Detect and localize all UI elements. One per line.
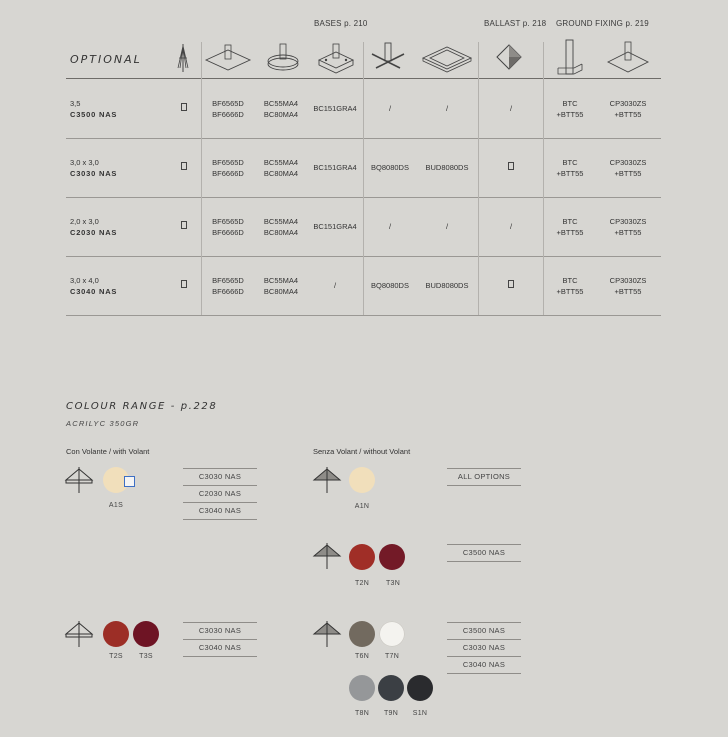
umbrella-pole-icon (174, 42, 192, 74)
option-item: C3030 NAS (183, 468, 257, 485)
optional-heading: OPTIONAL (70, 53, 142, 66)
base-bud-cell: BUD8080DS (425, 281, 469, 290)
option-item: C3030 NAS (183, 622, 257, 639)
options-list (183, 622, 257, 657)
ballast-group-header: BALLAST p. 218 (484, 19, 547, 28)
umbrella-without-volant-icon (312, 620, 342, 648)
base-bc-cell (258, 275, 304, 297)
cell-value: BTC (562, 158, 578, 167)
ballast-cell: / (509, 222, 513, 231)
ground-cp-cell (602, 98, 654, 120)
cell-value: BF6565D (212, 158, 244, 167)
swatch-label: T7N (384, 653, 400, 660)
colour-swatch[interactable] (133, 621, 159, 647)
cell-value: BTC (562, 276, 578, 285)
cell-value: BC80MA4 (263, 169, 299, 178)
base-bq-cell: / (388, 104, 392, 113)
base-bq-cell: BQ8080DS (371, 163, 409, 172)
base-bf-cell (207, 98, 249, 120)
base-bf-cell (207, 275, 249, 297)
cell-value: +BTT55 (614, 110, 642, 119)
cell-value: +BTT55 (614, 287, 642, 296)
options-list (447, 622, 521, 674)
base-bc-cell (258, 157, 304, 179)
options-list (447, 544, 521, 562)
base-bud-cell: / (445, 222, 449, 231)
ballast-icon (493, 40, 525, 74)
base-bc151-cell: BC151GRA4 (313, 163, 357, 172)
option-item: C3500 NAS (447, 622, 521, 639)
swatch-label: T6N (354, 653, 370, 660)
column-divider (363, 42, 364, 315)
swatch-label: T2N (354, 580, 370, 587)
ground-fixing-socket-icon (554, 38, 586, 78)
base-bud-cell: BUD8080DS (425, 163, 469, 172)
ground-cp-cell (602, 216, 654, 238)
swatch-label: S1N (412, 710, 428, 717)
table-row-label (70, 216, 117, 238)
optional-check-mark (178, 221, 190, 232)
cell-value: BC55MA4 (263, 158, 299, 167)
optional-check-mark (178, 280, 190, 291)
selection-marker (124, 476, 135, 487)
cell-value: +BTT55 (556, 110, 584, 119)
cell-value: +BTT55 (556, 228, 584, 237)
swatch-label: T3S (139, 653, 153, 660)
optional-check-mark (178, 162, 190, 173)
colour-swatch[interactable] (379, 544, 405, 570)
square-frame-base-icon (420, 40, 474, 74)
swatch-label: T3N (385, 580, 401, 587)
option-item: C2030 NAS (183, 485, 257, 502)
ground-fixing-plate-icon (606, 40, 650, 76)
umbrella-size: 3,0 x 4,0 (70, 276, 99, 285)
without-volant-heading: Senza Volant / without Volant (313, 447, 411, 456)
ground-cp-cell (602, 275, 654, 297)
base-bq-cell: / (388, 222, 392, 231)
swatch-label: T8N (354, 710, 370, 717)
colour-range-title: COLOUR RANGE - p.228 (66, 401, 218, 412)
base-bud-cell: / (445, 104, 449, 113)
cell-value: CP3030ZS (609, 276, 647, 285)
option-item: C3040 NAS (183, 639, 257, 657)
base-bc151-cell: / (333, 281, 337, 290)
base-bf-cell (207, 157, 249, 179)
cell-value: BF6565D (212, 217, 244, 226)
ground-cp-cell (602, 157, 654, 179)
base-bc151-cell: BC151GRA4 (313, 104, 357, 113)
base-bf-cell (207, 216, 249, 238)
umbrella-size: 2,0 x 3,0 (70, 217, 99, 226)
flat-square-base-icon (204, 42, 252, 72)
cell-value: BTC (562, 99, 578, 108)
granite-block-base-icon (316, 42, 356, 74)
cell-value: BC55MA4 (263, 99, 299, 108)
cell-value: BC80MA4 (263, 287, 299, 296)
umbrella-size: 3,5 (70, 99, 81, 108)
ground-btc-cell (548, 275, 592, 297)
base-bq-cell: BQ8080DS (371, 281, 409, 290)
option-item: C3500 NAS (447, 544, 521, 562)
ground-btc-cell (548, 98, 592, 120)
option-item: C3030 NAS (447, 639, 521, 656)
swatch-label: T2S (109, 653, 123, 660)
round-base-icon (265, 42, 301, 72)
cell-value: BC80MA4 (263, 110, 299, 119)
column-divider (478, 42, 479, 315)
colour-swatch[interactable] (349, 675, 375, 701)
table-row-label (70, 275, 117, 297)
umbrella-code: C3030 NAS (70, 169, 118, 178)
ballast-check-mark (504, 280, 518, 291)
cell-value: BF6565D (212, 99, 244, 108)
cell-value: CP3030ZS (609, 99, 647, 108)
cell-value: BTC (562, 217, 578, 226)
cell-value: CP3030ZS (609, 217, 647, 226)
cell-value: BC80MA4 (263, 228, 299, 237)
colour-swatch[interactable] (379, 621, 405, 647)
umbrella-size: 3,0 x 3,0 (70, 158, 99, 167)
umbrella-with-volant-icon (64, 466, 94, 494)
swatch-label: T9N (383, 710, 399, 717)
bases-group-header: BASES p. 210 (314, 19, 368, 28)
cell-value: CP3030ZS (609, 158, 647, 167)
option-item: ALL OPTIONS (447, 468, 521, 486)
cell-value: +BTT55 (614, 169, 642, 178)
swatch-label: A1N (354, 503, 370, 510)
colour-swatch[interactable] (378, 675, 404, 701)
colour-swatch[interactable] (349, 621, 375, 647)
row-divider (66, 315, 661, 316)
colour-swatch[interactable] (349, 467, 375, 493)
ballast-check-mark (504, 162, 518, 173)
option-item: C3040 NAS (183, 502, 257, 520)
cell-value: +BTT55 (556, 169, 584, 178)
colour-swatch[interactable] (103, 621, 129, 647)
option-item: C3040 NAS (447, 656, 521, 674)
umbrella-code: C3500 NAS (70, 110, 118, 119)
table-row-label (70, 98, 117, 120)
base-bc151-cell: BC151GRA4 (313, 222, 357, 231)
umbrella-without-volant-icon (312, 542, 342, 570)
cell-value: +BTT55 (614, 228, 642, 237)
with-volant-heading: Con Volante / with Volant (66, 447, 150, 456)
cell-value: BC55MA4 (263, 276, 299, 285)
options-list (183, 468, 257, 520)
ground-fixing-group-header: GROUND FIXING p. 219 (556, 19, 649, 28)
ground-btc-cell (548, 157, 592, 179)
umbrella-without-volant-icon (312, 466, 342, 494)
base-bc-cell (258, 216, 304, 238)
cell-value: BF6565D (212, 276, 244, 285)
cell-value: BF6666D (212, 287, 244, 296)
swatch-label: A1S (108, 502, 124, 509)
umbrella-code: C3040 NAS (70, 287, 118, 296)
base-bc-cell (258, 98, 304, 120)
umbrella-code: C2030 NAS (70, 228, 118, 237)
cell-value: +BTT55 (556, 287, 584, 296)
cross-base-icon (368, 40, 408, 74)
ballast-cell: / (509, 104, 513, 113)
colour-swatch[interactable] (407, 675, 433, 701)
options-list (447, 468, 521, 486)
colour-swatch[interactable] (349, 544, 375, 570)
column-divider (201, 42, 202, 315)
column-divider (543, 42, 544, 315)
cell-value: BF6666D (212, 228, 244, 237)
cell-value: BC55MA4 (263, 217, 299, 226)
optional-check-mark (178, 103, 190, 114)
colour-range-subtitle: ACRILYC 350GR (66, 419, 140, 428)
cell-value: BF6666D (212, 110, 244, 119)
umbrella-with-volant-icon (64, 620, 94, 648)
cell-value: BF6666D (212, 169, 244, 178)
ground-btc-cell (548, 216, 592, 238)
table-row-label (70, 157, 117, 179)
